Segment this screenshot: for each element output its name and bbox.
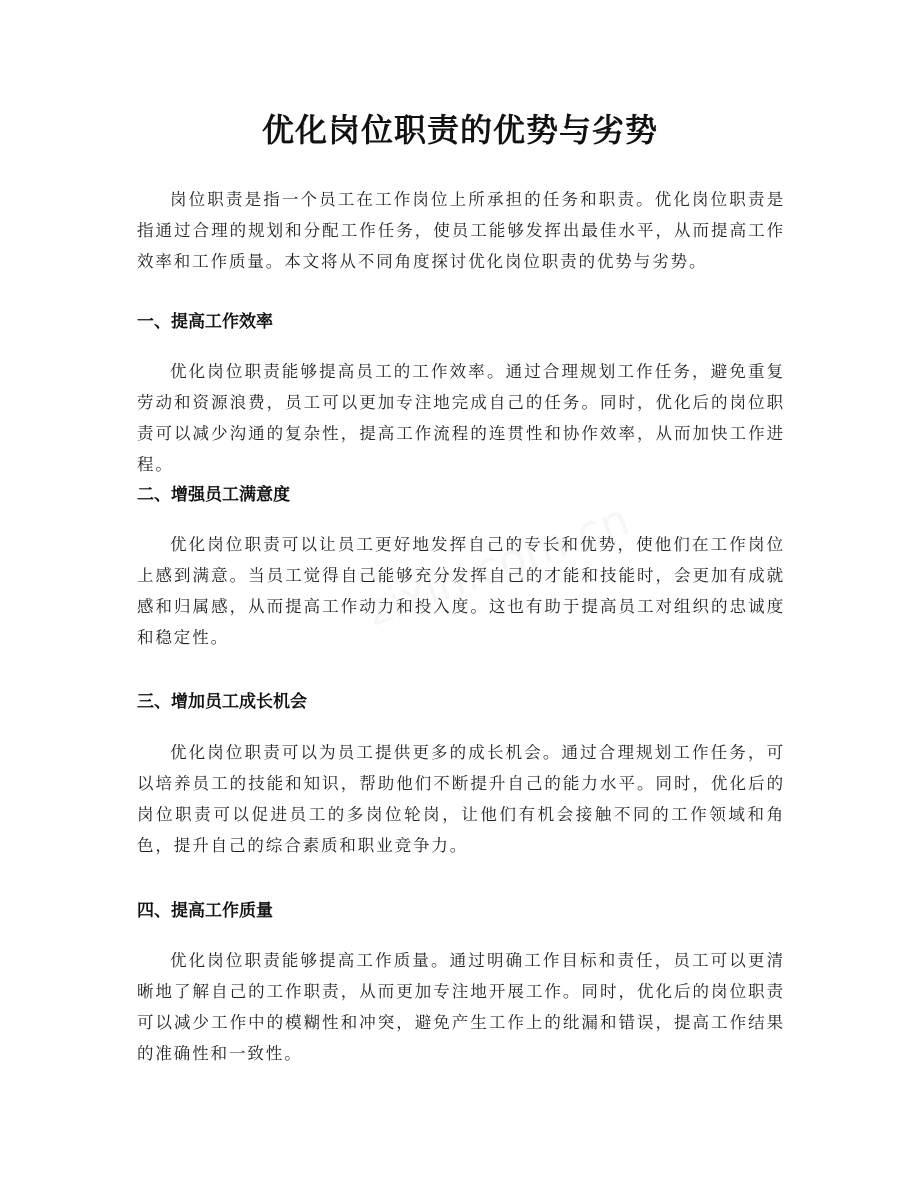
section-body-2: 优化岗位职责可以让员工更好地发挥自己的专长和优势，使他们在工作岗位上感到满意。当员工觉得自己能够充分发挥自己的才能和技能时，会更加有成就感和归属感，从而提高工作动力和投入度。这也有助于提高员工对组织的忠诚度和稳定性。 <box>137 535 785 647</box>
section-body-1: 优化岗位职责能够提高员工的工作效率。通过合理规划工作任务，避免重复劳动和资源浪费，员工可以更加专注地完成自己的任务。同时，优化后的岗位职责可以减少沟通的复杂性，提高工作流程的连贯性和协作效率，从而加快工作进程。 <box>137 362 785 474</box>
section-heading-3: 三、增加员工成长机会 <box>137 692 307 712</box>
section-heading-4: 四、提高工作质量 <box>137 901 273 921</box>
section-heading-2: 二、增强员工满意度 <box>137 485 290 505</box>
section-body-4: 优化岗位职责能够提高工作质量。通过明确工作目标和责任，员工可以更清晰地了解自己的工作职责，从而更加专注地开展工作。同时，优化后的岗位职责可以减少工作中的模糊性和冲突，避免产生工作上的纰漏和错误，提高工作结果的准确性和一致性。 <box>137 951 785 1063</box>
document-title: 优化岗位职责的优势与劣势 <box>261 111 658 149</box>
section-body-3: 优化岗位职责可以为员工提供更多的成长机会。通过合理规划工作任务，可以培养员工的技能和知识，帮助他们不断提升自己的能力水平。同时，优化后的岗位职责可以促进员工的多岗位轮岗，让他们有机会接触不同的工作领域和角色，提升自己的综合素质和职业竞争力。 <box>137 743 785 855</box>
section-heading-1: 一、提高工作效率 <box>137 312 273 332</box>
intro-paragraph: 岗位职责是指一个员工在工作岗位上所承担的任务和职责。优化岗位职责是指通过合理的规划和分配工作任务，使员工能够发挥出最佳水平，从而提高工作效率和工作质量。本文将从不同角度探讨优化岗位职责的优势与劣势。 <box>137 190 785 271</box>
